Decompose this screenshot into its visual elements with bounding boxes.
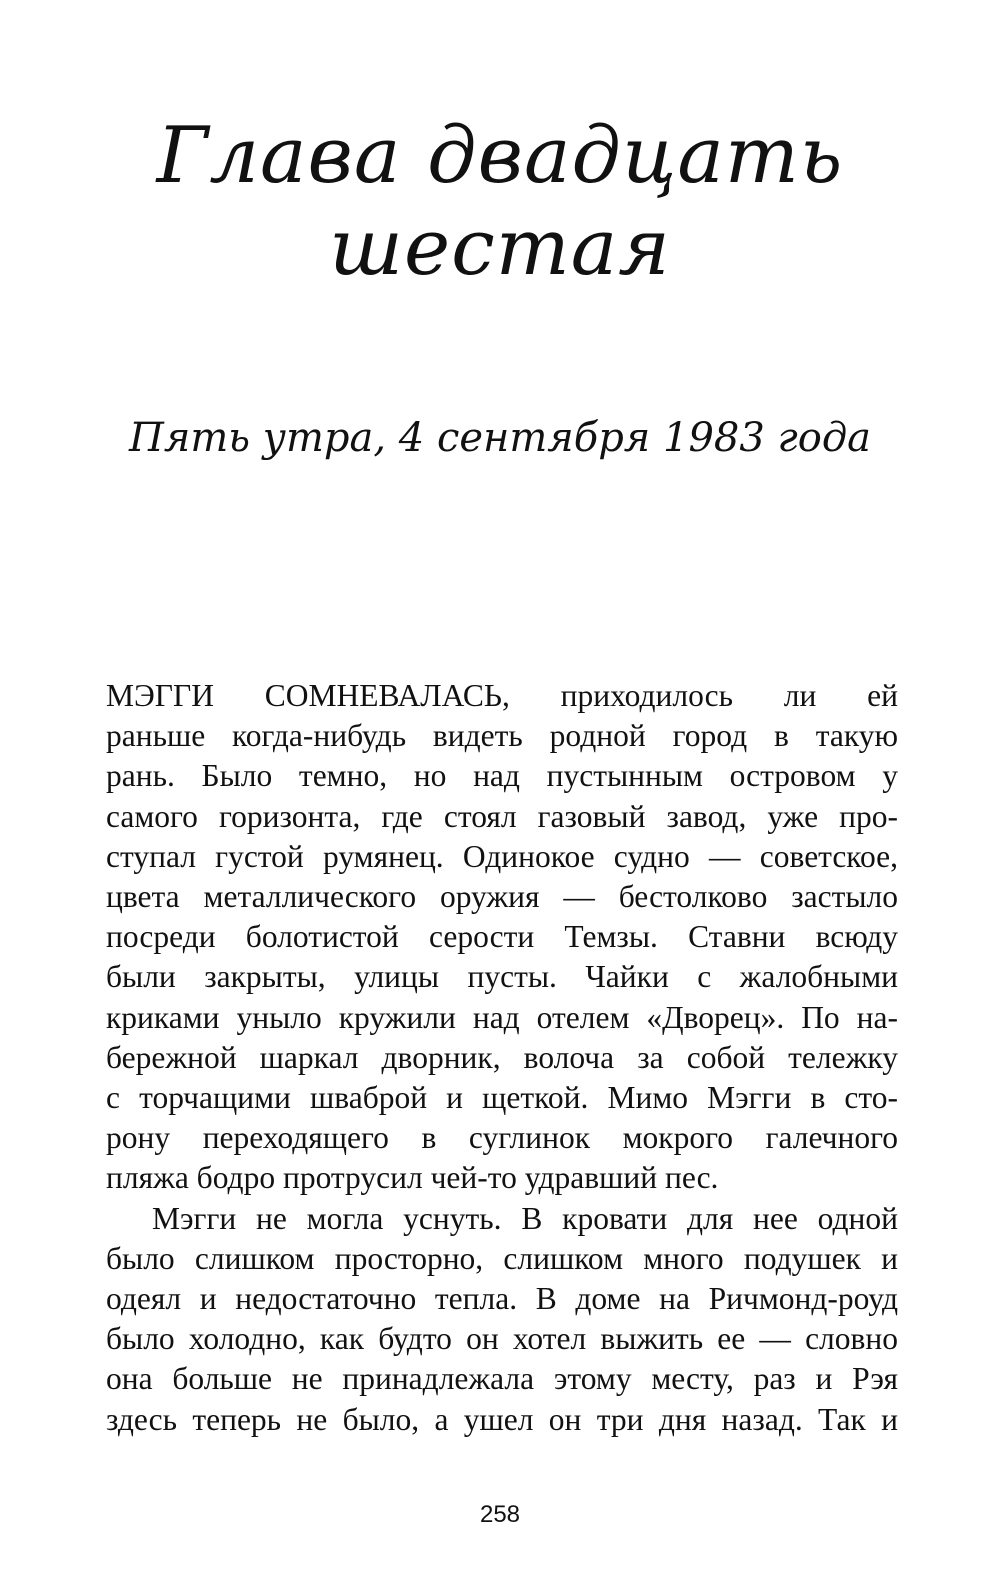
text-line: пляжа бодро протрусил чей-то удравший пес.	[106, 1160, 719, 1196]
text-line: посреди болотистой серости Темзы. Ставни всюду	[106, 919, 898, 955]
text-line: бережной шаркал дворник, волоча за собой тележку	[106, 1039, 898, 1075]
text-line: с торчащими шваброй и щеткой. Мимо Мэгги в сто-	[106, 1080, 898, 1116]
text-line: цвета металлического оружия — бестолково застыло	[106, 879, 898, 915]
text-line: криками уныло кружили над отелем «Дворец». По на-	[106, 999, 898, 1035]
text-line: Мэгги не могла уснуть. В кровати для нее одной	[152, 1200, 898, 1236]
page-number: 258	[479, 1501, 521, 1528]
text-line: здесь теперь не было, а ушел он три дня назад. Так и	[106, 1401, 898, 1437]
text-line: были закрыты, улицы пусты. Чайки с жалобными	[106, 959, 898, 995]
chapter-title-line-1: Глава двадцать	[156, 111, 844, 201]
chapter-title-line-2: шестая	[329, 203, 671, 293]
text-line: раньше когда-нибудь видеть родной город в такую	[106, 718, 898, 754]
body-text	[106, 676, 898, 1440]
text-line: рань. Было темно, но над пустынным островом у	[106, 758, 898, 794]
text-line: МЭГГИ СОМНЕВАЛАСЬ, приходилось ли ей	[106, 678, 898, 713]
text-line: одеял и недостаточно тепла. В доме на Ричмонд-роуд	[106, 1281, 898, 1317]
text-line: рону переходящего в суглинок мокрого галечного	[106, 1120, 898, 1156]
chapter-title	[0, 110, 1000, 294]
text-line: ступал густой румянец. Одинокое судно — советское,	[106, 838, 898, 874]
text-line: она больше не принадлежала этому месту, раз и Рэя	[106, 1361, 898, 1397]
text-line: самого горизонта, где стоял газовый завод, уже про-	[106, 798, 898, 834]
chapter-dateline: Пять утра, 4 сентября 1983 года	[128, 415, 872, 461]
paragraph	[106, 1199, 898, 1440]
text-line: было слишком просторно, слишком много подушек и	[106, 1240, 898, 1276]
text-line: было холодно, как будто он хотел выжить ее — словно	[106, 1321, 898, 1357]
paragraph	[106, 676, 898, 1199]
